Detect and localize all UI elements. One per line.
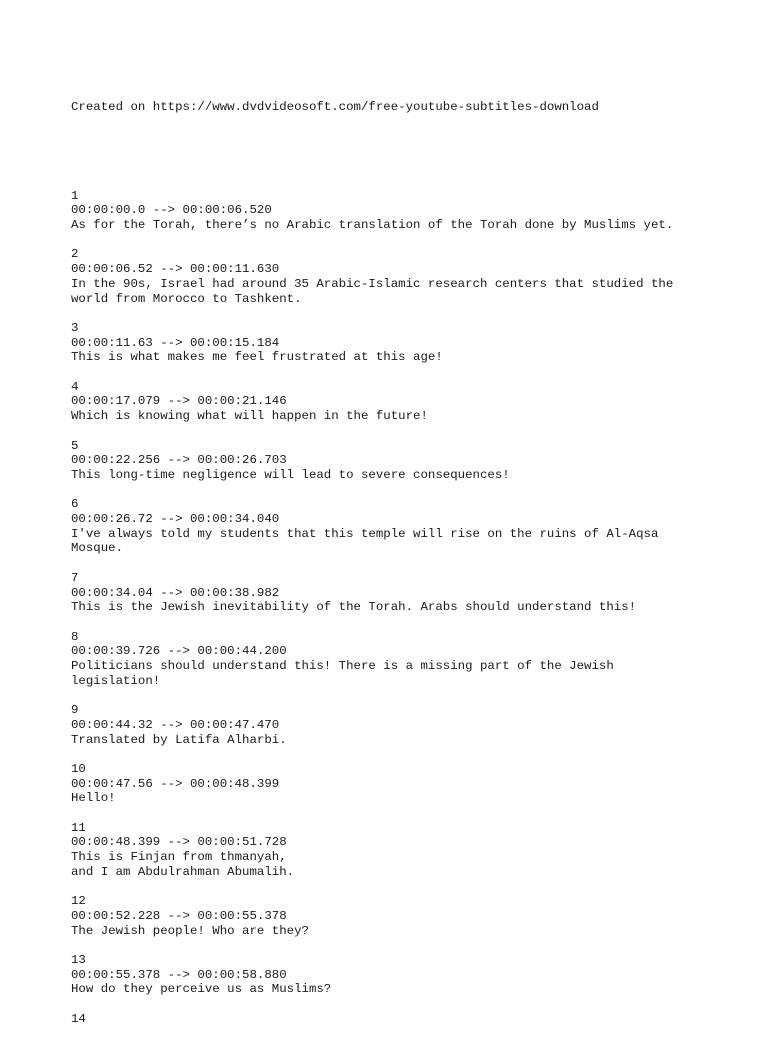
subtitle-index: 1 [71, 188, 79, 203]
subtitle-text-line: legislation! [71, 673, 161, 688]
spacer [71, 306, 711, 321]
subtitle-timecode: 00:00:52.228 --> 00:00:55.378 [71, 908, 287, 923]
spacer [71, 880, 711, 895]
subtitle-text-line: This is what makes me feel frustrated at this age! [71, 350, 443, 365]
subtitle-text-line: This long-time negligence will lead to severe consequences! [71, 467, 510, 482]
subtitle-entry [71, 821, 711, 895]
subtitle-text-line: As for the Torah, there’s no Arabic translation of the Torah done by Muslims yet. [71, 218, 674, 233]
subtitle-entry [71, 630, 711, 704]
subtitle-index: 12 [71, 894, 86, 909]
subtitle-text-line: How do they perceive us as Muslims? [71, 982, 332, 997]
subtitle-text-line: world from Morocco to Tashkent. [71, 291, 302, 306]
spacer [71, 424, 711, 439]
spacer [71, 806, 711, 821]
subtitle-document [71, 71, 711, 1041]
subtitle-text-line: The Jewish people! Who are they? [71, 923, 309, 938]
spacer [71, 233, 711, 248]
spacer [71, 688, 711, 703]
spacer [71, 938, 711, 953]
subtitle-index: 11 [71, 820, 86, 835]
subtitle-entry [71, 762, 711, 821]
subtitle-entry [71, 439, 711, 498]
subtitle-text-line: I've always told my students that this temple will rise on the ruins of Al-Aqsa [71, 526, 659, 541]
subtitle-index: 8 [71, 629, 79, 644]
subtitle-entry [71, 1012, 711, 1027]
spacer [71, 747, 711, 762]
subtitle-entry [71, 380, 711, 439]
subtitle-timecode: 00:00:47.56 --> 00:00:48.399 [71, 776, 280, 791]
subtitle-index: 4 [71, 379, 79, 394]
subtitle-timecode: 00:00:39.726 --> 00:00:44.200 [71, 644, 287, 659]
subtitle-entry [71, 571, 711, 630]
subtitle-index: 5 [71, 438, 79, 453]
subtitle-text-line: In the 90s, Israel had around 35 Arabic-Islamic research centers that studied the [71, 276, 674, 291]
subtitle-text-line: and I am Abdulrahman Abumalih. [71, 864, 295, 879]
subtitle-timecode: 00:00:22.256 --> 00:00:26.703 [71, 453, 287, 468]
subtitle-text-line: Translated by Latifa Alharbi. [71, 732, 287, 747]
subtitle-index: 3 [71, 320, 79, 335]
subtitle-text-line: This is the Jewish inevitability of the Torah. Arabs should understand this! [71, 600, 637, 615]
subtitle-timecode: 00:00:34.04 --> 00:00:38.982 [71, 585, 280, 600]
subtitle-index: 7 [71, 570, 79, 585]
spacer [71, 365, 711, 380]
subtitle-text-line: Hello! [71, 791, 116, 806]
subtitle-timecode: 00:00:00.0 --> 00:00:06.520 [71, 203, 272, 218]
subtitle-entry [71, 703, 711, 762]
subtitle-index: 10 [71, 761, 86, 776]
spacer [71, 615, 711, 630]
subtitle-entry [71, 497, 711, 571]
subtitle-text-line: Which is knowing what will happen in the future! [71, 409, 428, 424]
subtitle-text-line: Mosque. [71, 541, 124, 556]
subtitle-entry [71, 247, 711, 321]
spacer [71, 483, 711, 498]
subtitle-index: 14 [71, 1011, 86, 1026]
subtitle-index: 13 [71, 952, 86, 967]
subtitle-entries [71, 189, 711, 1027]
subtitle-timecode: 00:00:55.378 --> 00:00:58.880 [71, 967, 287, 982]
subtitle-entry [71, 321, 711, 380]
subtitle-timecode: 00:00:48.399 --> 00:00:51.728 [71, 835, 287, 850]
subtitle-index: 9 [71, 703, 79, 718]
spacer [71, 145, 711, 160]
subtitle-timecode: 00:00:17.079 --> 00:00:21.146 [71, 394, 287, 409]
subtitle-text-line: This is Finjan from thmanyah, [71, 850, 287, 865]
subtitle-entry [71, 189, 711, 248]
spacer [71, 556, 711, 571]
document-header: Created on https://www.dvdvideosoft.com/free-youtube-subtitles-download [71, 100, 599, 115]
subtitle-text-line: Politicians should understand this! There is a missing part of the Jewish [71, 659, 614, 673]
subtitle-timecode: 00:00:26.72 --> 00:00:34.040 [71, 512, 280, 526]
subtitle-entry [71, 953, 711, 1012]
subtitle-entry [71, 894, 711, 953]
subtitle-timecode: 00:00:11.63 --> 00:00:15.184 [71, 335, 280, 350]
spacer [71, 997, 711, 1012]
subtitle-timecode: 00:00:44.32 --> 00:00:47.470 [71, 717, 280, 732]
subtitle-index: 6 [71, 497, 79, 512]
subtitle-index: 2 [71, 247, 79, 262]
subtitle-timecode: 00:00:06.52 --> 00:00:11.630 [71, 262, 280, 277]
